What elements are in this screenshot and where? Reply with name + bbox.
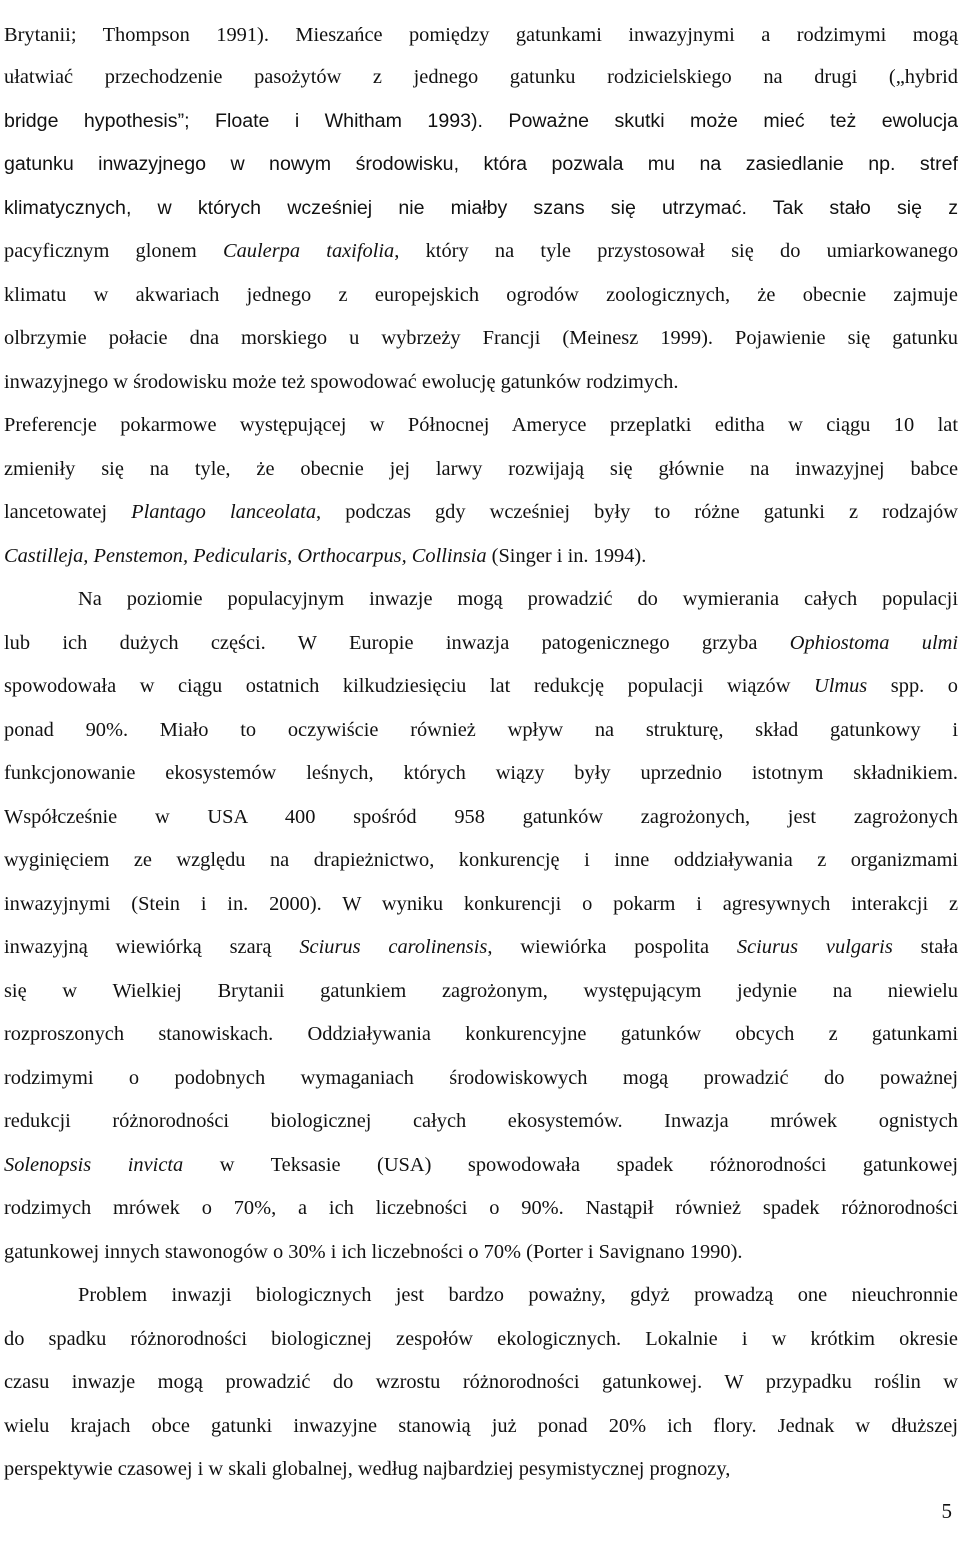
text-segment: wyginięciem ze względu na drapieżnictwo, konkurencję i inne oddziaływania z organizmami [4,849,958,871]
text-segment: lancetowatej [4,501,132,523]
text-segment: inwazyjną wiewiórką szarą [4,936,300,958]
text-segment: do spadku różnorodności biologicznej zespołów ekologicznych. Lokalnie i w krótkim okresie [4,1328,958,1350]
text-segment: wielu krajach obce gatunki inwazyjne stanowią już ponad 20% ich flory. Jednak w dłuższej [4,1415,958,1437]
text-segment: Preferencje pokarmowe występującej w Północnej Ameryce przeplatki editha w ciągu 10 lat [4,414,958,436]
italic-text: Caulerpa taxifolia [222,240,395,262]
text-segment: klimatu w akwariach jednego z europejskich ogrodów zoologicznych, że obecnie zajmuje [4,284,958,306]
text-segment: , który na tyle przystosował się do umiarkowanego [394,240,959,262]
text-line [4,541,958,571]
text-segment: się w Wielkiej Brytanii gatunkiem zagrożonym, występującym jedynie na niewielu [4,980,958,1002]
text-segment: zmieniły się na tyle, że obecnie jej larwy rozwijają się głównie na inwazyjnej babce [4,458,958,480]
text-segment: Brytanii; Thompson 1991). Mieszańce pomiędzy gatunkami inwazyjnymi a rodzimymi mogą [4,24,958,46]
text-segment: Współcześnie w USA 400 spośród 958 gatunków zagrożonych, jest zagrożonych [4,806,958,828]
text-segment: pacyficznym glonem [4,240,223,262]
text-line [4,976,958,1006]
text-segment: (Singer i in. 1994). [486,545,647,567]
italic-text: Solenopsis invicta [4,1154,184,1176]
text-segment: funkcjonowanie ekosystemów leśnych, których wiązy były uprzednio istotnym składnikiem. [4,762,958,784]
text-line [4,1063,958,1093]
text-line [4,1019,958,1049]
italic-text: Ulmus [814,675,868,697]
text-line [4,149,958,179]
text-segment: spowodowała w ciągu ostatnich kilkudziesięciu lat redukcję populacji wiązów [4,675,814,697]
text-segment: rozproszonych stanowiskach. Oddziaływania konkurencyjne gatunków obcych z gatunkami [4,1023,958,1045]
text-line [4,1150,958,1180]
text-segment: olbrzymie połacie dna morskiego u wybrzeży Francji (Meinesz 1999). Pojawienie się gatunku [4,327,958,349]
text-line [4,1106,958,1136]
text-line [4,889,958,919]
text-line [4,497,958,527]
text-line [78,584,958,614]
italic-text: Plantago lanceolata [131,501,317,523]
text-segment: inwazyjnymi (Stein i in. 2000). W wyniku konkurencji o pokarm i agresywnych interakcji z [4,893,958,915]
text-line [4,193,958,223]
text-line [4,1237,958,1267]
text-segment: stała [892,936,959,958]
text-segment: ponad 90%. Miało to oczywiście również wpływ na strukturę, skład gatunkowy i [4,719,958,741]
text-line [4,932,958,962]
text-segment: rodzimych mrówek o 70%, a ich liczebności o 90%. Nastąpił również spadek różnorodności [4,1197,958,1219]
text-line [4,20,958,50]
text-segment: ułatwiać przechodzenie pasożytów z jednego gatunku rodzicielskiego na drugi („hybrid [4,66,958,88]
text-segment: gatunku inwazyjnego w nowym środowisku, która pozwala mu na zasiedlanie np. stref [4,153,958,175]
text-segment: rodzimymi o podobnych wymaganiach środowiskowych mogą prowadzić do poważnej [4,1067,958,1089]
text-line [4,715,958,745]
text-segment: inwazyjnego w środowisku może też spowodować ewolucję gatunków rodzimych. [4,371,679,393]
italic-text: Sciurus carolinensis [299,936,488,958]
text-segment: spp. o [867,675,958,697]
text-line [4,758,958,788]
text-line [4,628,958,658]
text-line [4,62,958,92]
text-line [4,1193,958,1223]
text-segment: klimatycznych, w których wcześniej nie miałby szans się utrzymać. Tak stało się z [4,197,958,219]
text-segment: w Teksasie (USA) spowodowała spadek różnorodności gatunkowej [183,1154,959,1176]
text-segment: , podczas gdy wcześniej były to różne gatunki z rodzajów [316,501,958,523]
text-line [4,1454,958,1484]
text-line [4,1324,958,1354]
text-segment: Problem inwazji biologicznych jest bardzo poważny, gdyż prowadzą one nieuchronnie [78,1284,958,1306]
text-line [4,454,958,484]
text-segment: bridge hypothesis”; Floate i Whitham 1993). Poważne skutki może mieć też ewolucja [4,110,958,132]
text-segment: gatunkowej innych stawonogów o 30% i ich liczebności o 70% (Porter i Savignano 1990). [4,1241,743,1263]
text-segment: , wiewiórka pospolita [487,936,737,958]
text-line [4,236,958,266]
text-segment: lub ich dużych części. W Europie inwazja patogenicznego grzyba [4,632,790,654]
text-line [4,323,958,353]
text-line [4,367,958,397]
text-segment: redukcji różnorodności biologicznej całych ekosystemów. Inwazja mrówek ognistych [4,1110,958,1132]
text-segment: Na poziomie populacyjnym inwazje mogą prowadzić do wymierania całych populacji [78,588,958,610]
text-line [4,1411,958,1441]
italic-text: Sciurus vulgaris [736,936,893,958]
text-line [4,410,958,440]
italic-text: Ophiostoma ulmi [789,632,959,654]
text-segment: czasu inwazje mogą prowadzić do wzrostu różnorodności gatunkowej. W przypadku roślin w [4,1371,958,1393]
text-line [78,1280,958,1310]
text-line [4,106,958,136]
text-segment: perspektywie czasowej i w skali globalnej, według najbardziej pesymistycznej prognozy, [4,1458,731,1480]
text-line [4,1367,958,1397]
text-line [4,280,958,310]
text-line [4,671,958,701]
text-line [4,802,958,832]
page-number: 5 [941,1499,952,1523]
italic-text: Castilleja, Penstemon, Pedicularis, Orthocarpus, Collinsia [4,545,487,567]
text-line [4,845,958,875]
